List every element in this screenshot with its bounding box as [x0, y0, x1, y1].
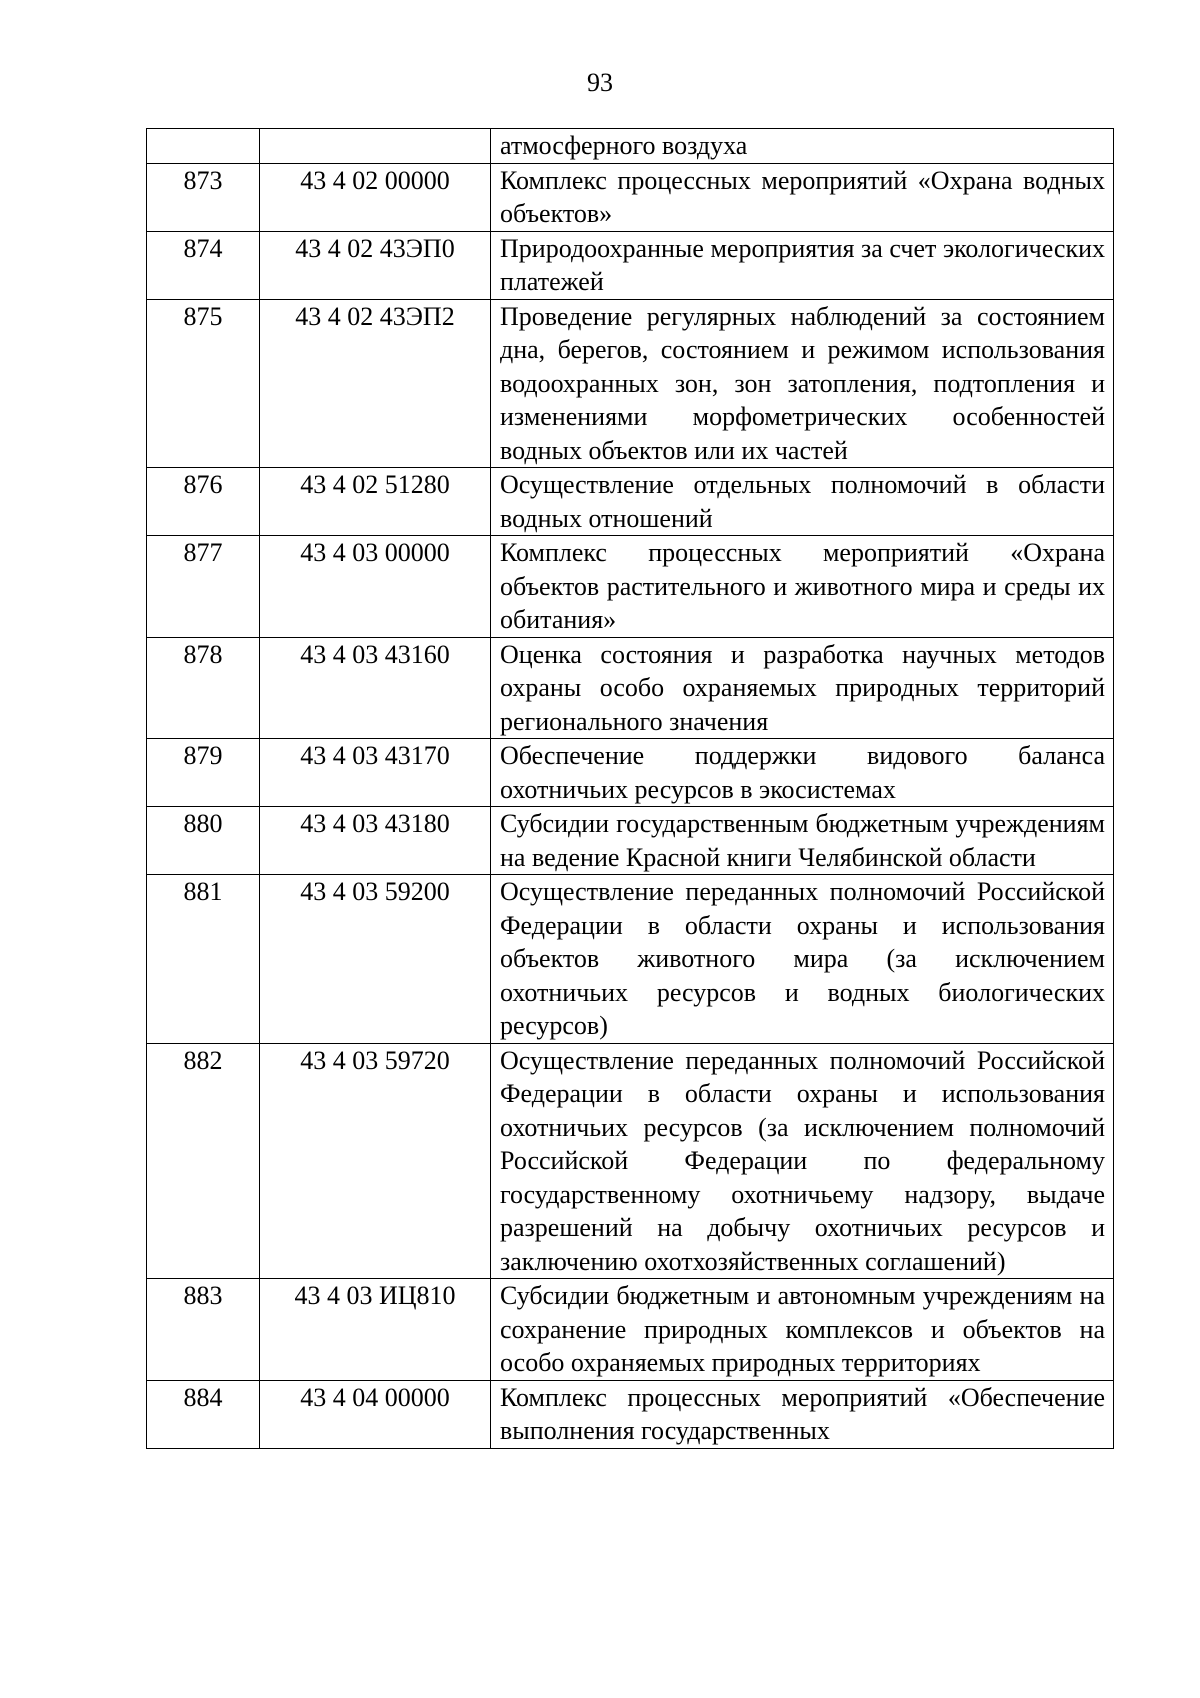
description-cell: Комплекс процессных мероприятий «Охрана объектов растительного и животного мира и среды их обитания»	[491, 536, 1114, 638]
table-row	[147, 536, 1114, 638]
description-cell: Осуществление отдельных полномочий в области водных отношений	[491, 468, 1114, 536]
table-row	[147, 129, 1114, 164]
row-number-cell: 873	[147, 163, 260, 231]
code-cell: 43 4 04 00000	[260, 1380, 491, 1448]
page-number: 93	[587, 68, 613, 97]
budget-classification-table	[146, 128, 1114, 1449]
description-cell: Проведение регулярных наблюдений за состоянием дна, берегов, состоянием и режимом использования водоохранных зон, зон затопления, подтопления и изменениями морфометрических особенностей водных объектов или их частей	[491, 299, 1114, 468]
code-cell: 43 4 03 43170	[260, 739, 491, 807]
code-cell: 43 4 03 59720	[260, 1043, 491, 1279]
table-row	[147, 739, 1114, 807]
table-row	[147, 231, 1114, 299]
row-number-cell: 884	[147, 1380, 260, 1448]
row-number-cell: 879	[147, 739, 260, 807]
code-cell: 43 4 02 51280	[260, 468, 491, 536]
code-cell	[260, 129, 491, 164]
row-number-cell	[147, 129, 260, 164]
code-cell: 43 4 03 ИЦ810	[260, 1279, 491, 1381]
code-cell: 43 4 03 59200	[260, 875, 491, 1044]
code-cell: 43 4 03 43160	[260, 637, 491, 739]
table-row	[147, 875, 1114, 1044]
table-body	[147, 129, 1114, 1449]
description-cell: Природоохранные мероприятия за счет экологических платежей	[491, 231, 1114, 299]
table-row	[147, 1279, 1114, 1381]
code-cell: 43 4 02 43ЭП2	[260, 299, 491, 468]
table-row	[147, 807, 1114, 875]
description-cell: атмосферного воздуха	[491, 129, 1114, 164]
description-cell: Комплекс процессных мероприятий «Обеспечение выполнения государственных	[491, 1380, 1114, 1448]
row-number-cell: 881	[147, 875, 260, 1044]
table-row	[147, 637, 1114, 739]
description-cell: Субсидии бюджетным и автономным учреждениям на сохранение природных комплексов и объектов на особо охраняемых природных территориях	[491, 1279, 1114, 1381]
code-cell: 43 4 02 00000	[260, 163, 491, 231]
code-cell: 43 4 02 43ЭП0	[260, 231, 491, 299]
table-row	[147, 1043, 1114, 1279]
description-cell: Осуществление переданных полномочий Российской Федерации в области охраны и использования охотничьих ресурсов (за исключением полномочий Российской Федерации по федеральному государственному охотничьему надзору, выдаче разрешений на добычу охотничьих ресурсов и заключению охотхозяйственных соглашений)	[491, 1043, 1114, 1279]
row-number-cell: 875	[147, 299, 260, 468]
description-cell: Субсидии государственным бюджетным учреждениям на ведение Красной книги Челябинской области	[491, 807, 1114, 875]
row-number-cell: 874	[147, 231, 260, 299]
description-cell: Оценка состояния и разработка научных методов охраны особо охраняемых природных территорий регионального значения	[491, 637, 1114, 739]
row-number-cell: 880	[147, 807, 260, 875]
row-number-cell: 876	[147, 468, 260, 536]
row-number-cell: 878	[147, 637, 260, 739]
description-cell: Осуществление переданных полномочий Российской Федерации в области охраны и использования объектов животного мира (за исключением охотничьих ресурсов и водных биологических ресурсов)	[491, 875, 1114, 1044]
description-cell: Обеспечение поддержки видового баланса охотничьих ресурсов в экосистемах	[491, 739, 1114, 807]
code-cell: 43 4 03 43180	[260, 807, 491, 875]
description-cell: Комплекс процессных мероприятий «Охрана водных объектов»	[491, 163, 1114, 231]
row-number-cell: 877	[147, 536, 260, 638]
table-row	[147, 299, 1114, 468]
row-number-cell: 882	[147, 1043, 260, 1279]
table-row	[147, 1380, 1114, 1448]
table-row	[147, 468, 1114, 536]
table-row	[147, 163, 1114, 231]
code-cell: 43 4 03 00000	[260, 536, 491, 638]
row-number-cell: 883	[147, 1279, 260, 1381]
